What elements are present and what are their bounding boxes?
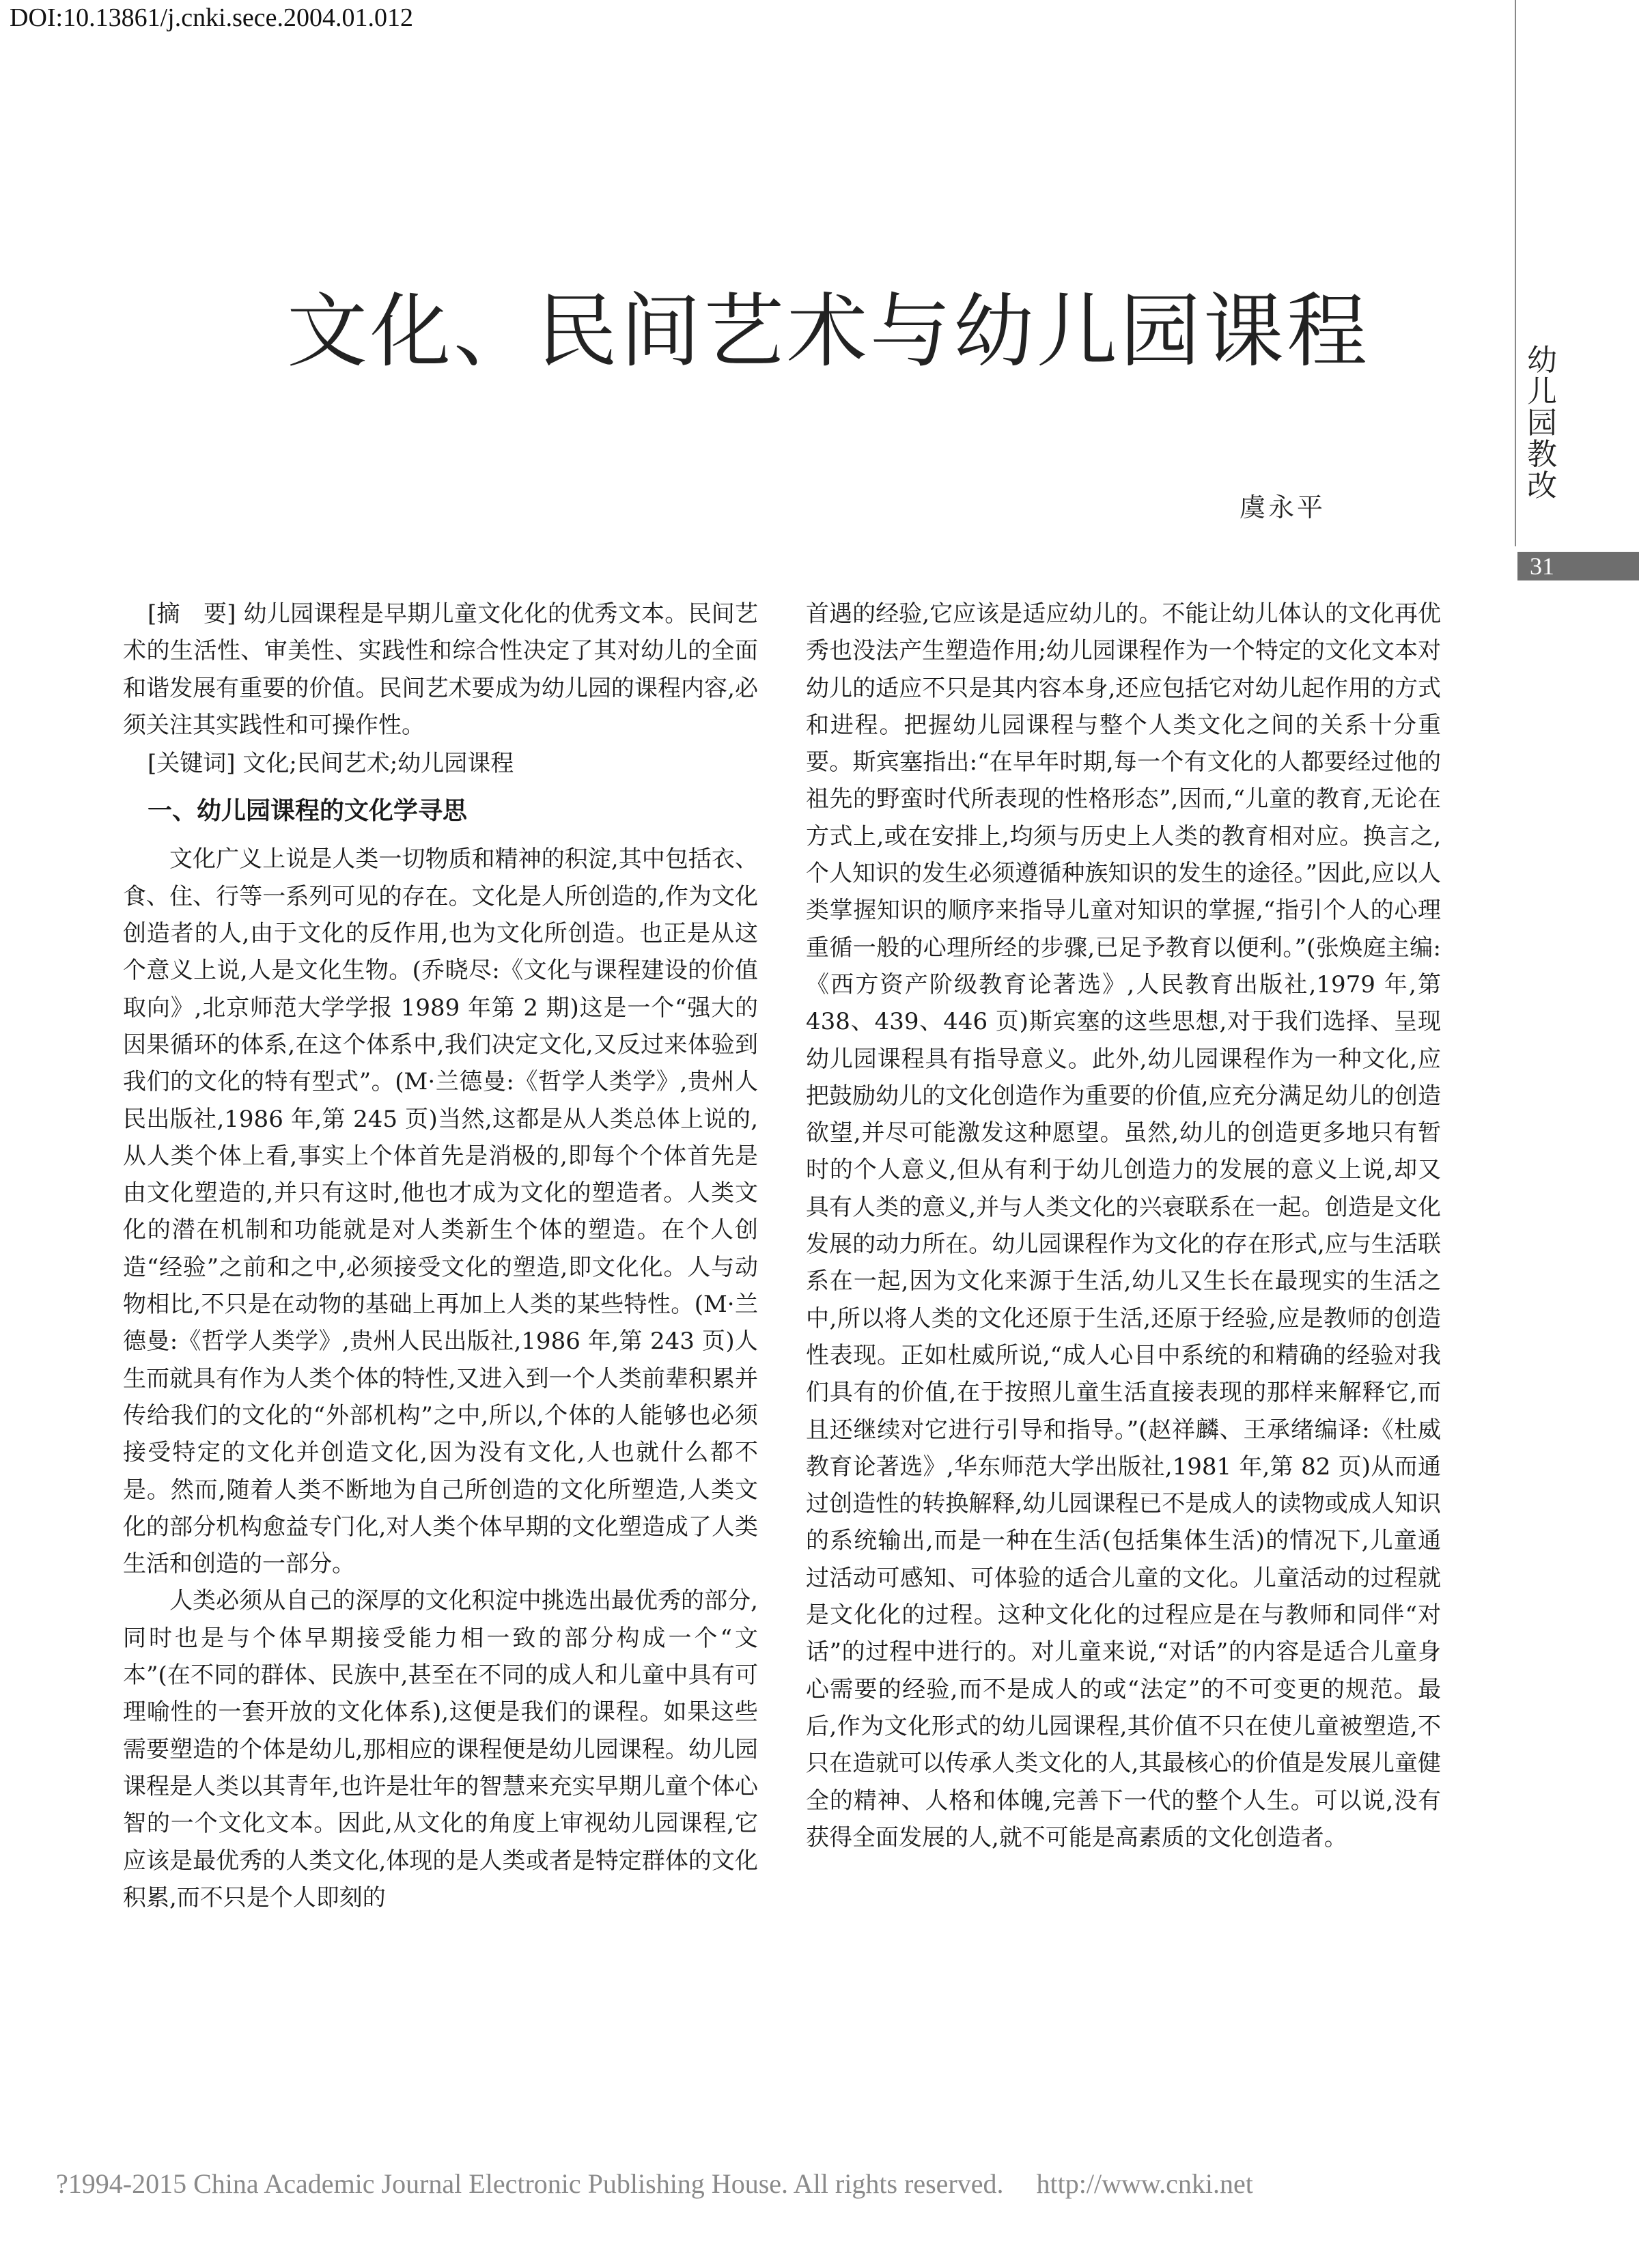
keywords: [123, 745, 758, 782]
section-heading: 一、幼儿园课程的文化学寻思: [148, 797, 468, 826]
body-paragraph: 首遇的经验,它应该是适应幼儿的。不能让幼儿体认的文化再优秀也没法产生塑造作用;幼儿园课程作为一个特定的文化文本对幼儿的适应不只是其内容本身,还应包括它对幼儿起作用的方式和进程。把握幼儿园课程与整个人类文化之间的关系十分重要。斯宾塞指出:“在早年时期,每一个有文化的人都要经过他的祖先的野蛮时代所表现的性格形态”,因而,“儿童的教育,无论在方式上,或在安排上,均须与历史上人类的教育相对应。换言之,个人知识的发生必须遵循种族知识的发生的途径。”因此,应以人类掌握知识的顺序来指导儿童对知识的掌握,“指引个人的心理重循一般的心理所经的步骤,已足予教育以便利。”(张焕庭主编:《西方资产阶级教育论著选》,人民教育出版社,1979 年,第 438、439、446 页)斯宾塞的这些思想,对于我们选择、呈现幼儿园课程具有指导意义。此外,幼儿园课程作为一种文化,应把鼓励幼儿的文化创造作为重要的价值,应充分满足幼儿的创造欲望,并尽可能激发这种愿望。虽然,幼儿的创造更多地只有暂时的个人意义,但从有利于幼儿创造力的发展的意义上说,却又具有人类的意义,并与人类文化的兴衰联系在一起。创造是文化发展的动力所在。幼儿园课程作为文化的存在形式,应与生活联系在一起,因为文化来源于生活,幼儿又生长在最现实的生活之中,所以将人类的文化还原于生活,还原于经验,应是教师的创造性表现。正如杜威所说,“成人心目中系统的和精确的经验对我们具有的价值,在于按照儿童生活直接表现的那样来解释它,而且还继续对它进行引导和指导。”(赵祥麟、王承绪编译:《杜威教育论著选》,华东师范大学出版社,1981 年,第 82 页)从而通过创造性的转换解释,幼儿园课程已不是成人的读物或成人知识的系统输出,而是一种在生活(包括集体生活)的情况下,儿童通过活动可感知、可体验的适合儿童的文化。儿童活动的过程就是文化化的过程。这种文化化的过程应是在与教师和同伴“对话”的过程中进行的。对儿童来说,“对话”的内容是适合儿童身心需要的经验,而不是成人的或“法定”的不可变更的规范。最后,作为文化形式的幼儿园课程,其价值不只在使儿童被塑造,不只在造就可以传承人类文化的人,其最核心的价值是发展儿童健全的精神、人格和体魄,完善下一代的整个人生。可以说,没有获得全面发展的人,就不可能是高素质的文化创造者。: [806, 600, 1441, 1851]
journal-char: 儿: [1527, 374, 1557, 409]
page-number-badge: [1517, 552, 1639, 580]
keywords-text: 文化;民间艺术;幼儿园课程: [242, 750, 514, 778]
side-rule: [1515, 0, 1516, 546]
body-paragraph: 文化广义上说是人类一切物质和精神的积淀,其中包括衣、食、住、行等一系列可见的存在。文化是人所创造的,作为文化创造者的人,由于文化的反作用,也为文化所创造。也正是从这个意义上说,人是文化生物。(乔晓尽:《文化与课程建设的价值取向》,北京师范大学学报 1989 年第 2 期)这是一个“强大的因果循环的体系,在这个体系中,我们决定文化,又反过来体验到我们的文化的特有型式”。(M·兰德曼:《哲学人类学》,贵州人民出版社,1986 年,第 245 页)当然,这都是从人类总体上说的,从人类个体上看,事实上个体首先是消极的,即每个个体首先是由文化塑造的,并只有这时,他也才成为文化的塑造者。人类文化的潜在机制和功能就是对人类新生个体的塑造。在个人创造“经验”之前和之中,必须接受文化的塑造,即文化化。人与动物相比,不只是在动物的基础上再加上人类的某些特性。(M·兰德曼:《哲学人类学》,贵州人民出版社,1986 年,第 243 页)人生而就具有作为人类个体的特性,又进入到一个人类前辈积累并传给我们的文化的“外部机构”之中,所以,个体的人能够也必须接受特定的文化并创造文化,因为没有文化,人也就什么都不是。然而,随着人类不断地为自己所创造的文化所塑造,人类文化的部分机构愈益专门化,对人类个体早期的文化塑造成了人类生活和创造的一部分。: [123, 845, 758, 1578]
copyright-text: ?1994-2015 China Academic Journal Electronic Publishing House. All rights reserved.: [56, 2168, 1004, 2199]
right-column: [806, 596, 1441, 1856]
abstract: [123, 596, 758, 744]
doi-line: DOI:10.13861/j.cnki.sece.2004.01.012: [10, 3, 414, 32]
keywords-label: [关键词]: [148, 750, 236, 778]
journal-char: 教: [1527, 437, 1557, 472]
journal-char: 改: [1527, 468, 1557, 503]
abstract-text: 幼儿园课程是早期儿童文化化的优秀文本。民间艺术的生活性、审美性、实践性和综合性决定了其对幼儿的全面和谐发展有重要的价值。民间艺术要成为幼儿园的课程内容,必须关注其实践性和可操作性。: [123, 600, 759, 739]
author-name: 虞永平: [1240, 492, 1326, 522]
article-title: 文化、民间艺术与幼儿园课程: [287, 284, 1371, 378]
left-column: [123, 596, 758, 1916]
page-number: 31: [1530, 552, 1554, 580]
abstract-label: [摘 要]: [148, 600, 236, 628]
footer-url: http://www.cnki.net: [1036, 2168, 1253, 2199]
journal-char: 幼: [1527, 343, 1557, 378]
journal-name-vertical: [1522, 345, 1563, 502]
copyright-footer: [56, 2168, 1253, 2200]
journal-char: 园: [1527, 406, 1557, 440]
body-paragraph: 人类必须从自己的深厚的文化积淀中挑选出最优秀的部分,同时也是与个体早期接受能力相一致的部分构成一个“文本”(在不同的群体、民族中,甚至在不同的成人和儿童中具有可理喻性的一套开放的文化体系),这便是我们的课程。如果这些需要塑造的个体是幼儿,那相应的课程便是幼儿园课程。幼儿园课程是人类以其青年,也许是壮年的智慧来充实早期儿童个体心智的一个文化文本。因此,从文化的角度上审视幼儿园课程,它应该是最优秀的人类文化,体现的是人类或者是特定群体的文化积累,而不只是个人即刻的: [123, 1587, 758, 1911]
